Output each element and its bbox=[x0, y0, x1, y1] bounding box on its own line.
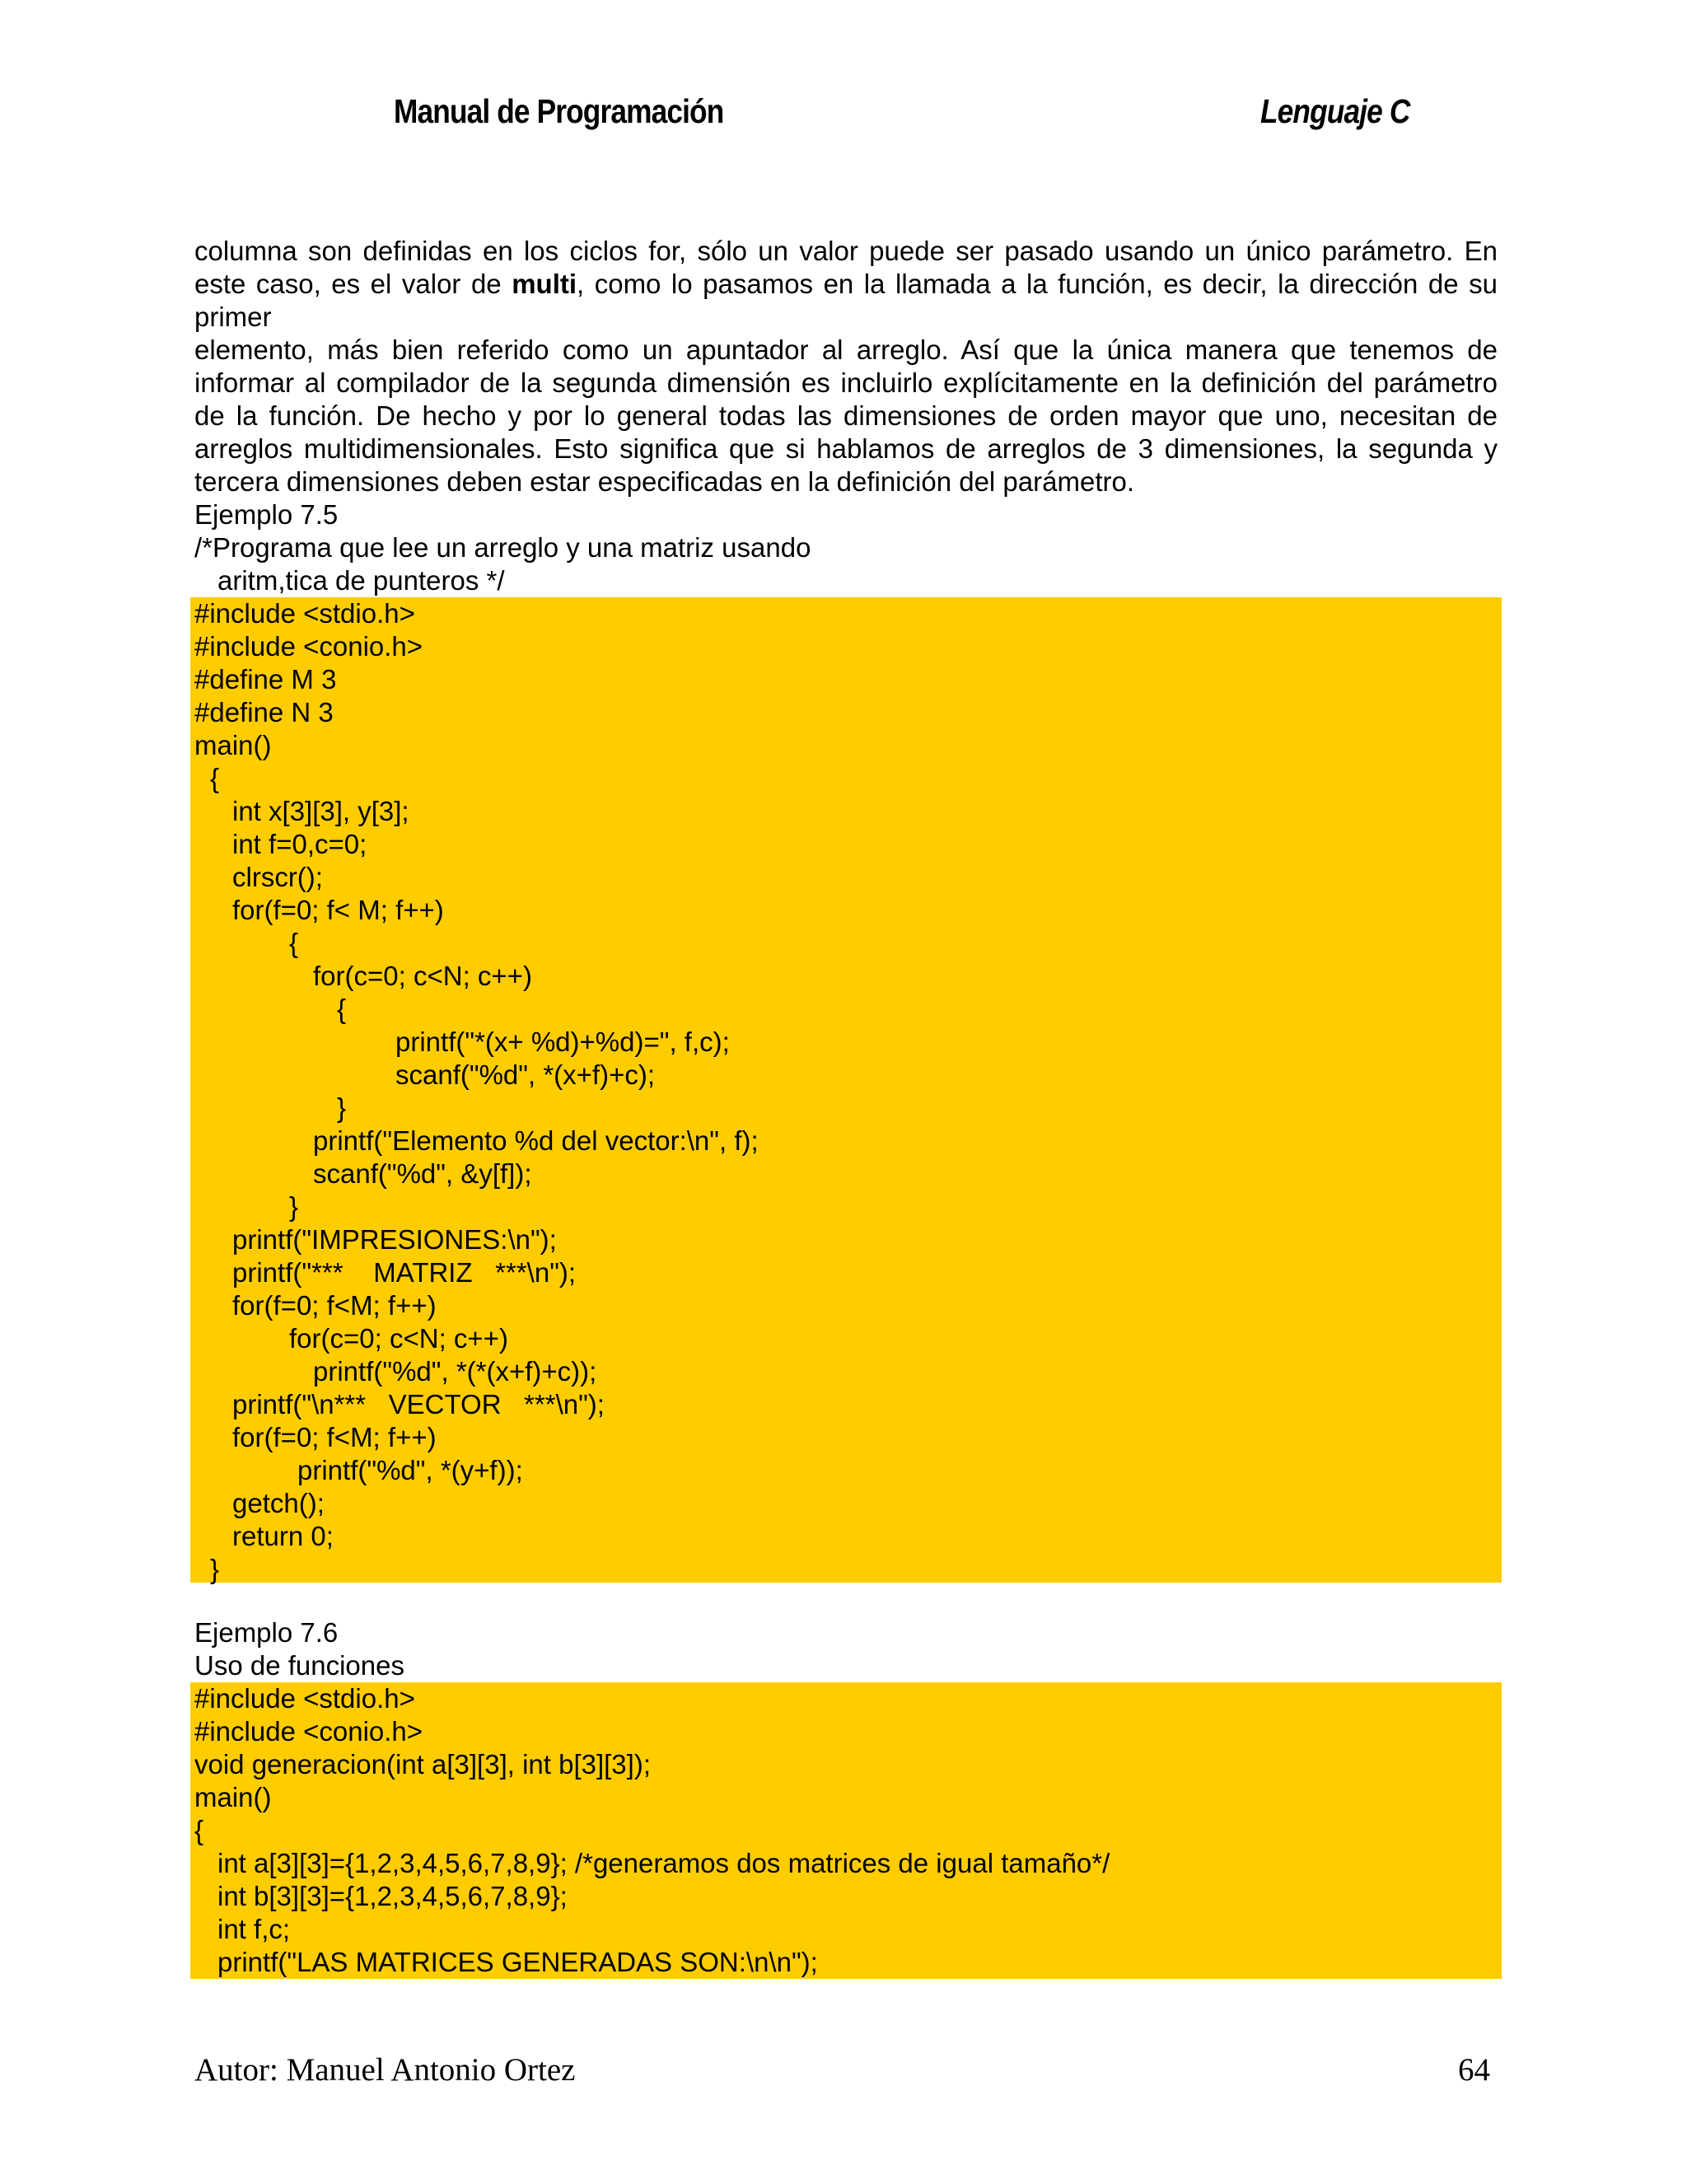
paragraph-line: primer bbox=[194, 302, 272, 332]
example-title: Ejemplo 7.5 bbox=[194, 499, 339, 530]
code-line: } bbox=[289, 1191, 299, 1222]
code-line: for(f=0; f<M; f++) bbox=[232, 1290, 437, 1321]
code-line: { bbox=[210, 763, 220, 793]
code-line: getch(); bbox=[232, 1488, 325, 1518]
example-7-5-heading bbox=[194, 498, 1498, 597]
header-title: Manual de Programación bbox=[394, 92, 724, 130]
header-subtitle: Lenguaje C bbox=[1260, 92, 1410, 130]
example-comment: /*Programa que lee un arreglo y una matriz usando bbox=[194, 532, 811, 563]
code-line: return 0; bbox=[232, 1521, 334, 1551]
paragraph-line: arreglos multidimensionales. Esto significa que si hablamos de arreglos de 3 dimensiones, la segunda y bbox=[194, 433, 1498, 464]
code-line: #define M 3 bbox=[194, 664, 337, 694]
code-line: clrscr(); bbox=[232, 862, 323, 892]
paragraph-line: de la función. De hecho y por lo general todas las dimensiones de orden mayor que uno, necesitan de bbox=[194, 400, 1498, 431]
paragraph-line: tercera dimensiones deben estar especificadas en la definición del parámetro. bbox=[194, 466, 1134, 497]
code-line: for(f=0; f<M; f++) bbox=[232, 1422, 437, 1452]
paragraph-bold-term: multi bbox=[512, 269, 577, 299]
code-line: main() bbox=[194, 730, 272, 760]
code-line: int x[3][3], y[3]; bbox=[232, 796, 409, 826]
code-line: #include <stdio.h> bbox=[194, 598, 415, 629]
paragraph-text: , como lo pasamos en la llamada a la función, es decir, la dirección de su bbox=[577, 269, 1498, 299]
code-line: } bbox=[337, 1092, 347, 1123]
code-line: { bbox=[337, 994, 347, 1024]
footer-author: Autor: Manuel Antonio Ortez bbox=[194, 2052, 576, 2088]
code-line: printf("%d", *(*(x+f)+c)); bbox=[313, 1356, 597, 1387]
code-block-example-7-5 bbox=[190, 597, 1502, 1583]
paragraph-line: columna son definidas en los ciclos for, sólo un valor puede ser pasado usando un único parámetro. En bbox=[194, 236, 1498, 266]
code-line: int a[3][3]={1,2,3,4,5,6,7,8,9}; /*generamos dos matrices de igual tamaño*/ bbox=[217, 1848, 1110, 1878]
code-line: for(f=0; f< M; f++) bbox=[232, 895, 444, 925]
code-line: printf("*** MATRIZ ***\n"); bbox=[232, 1257, 577, 1288]
code-line: } bbox=[210, 1554, 220, 1584]
code-line: { bbox=[194, 1815, 204, 1845]
code-line: int f,c; bbox=[217, 1914, 291, 1944]
paragraph-line bbox=[194, 268, 1498, 301]
code-line: #include <stdio.h> bbox=[194, 1683, 415, 1714]
code-line: main() bbox=[194, 1782, 272, 1812]
code-line: printf("Elemento %d del vector:\n", f); bbox=[313, 1125, 759, 1156]
code-line: scanf("%d", &y[f]); bbox=[313, 1158, 532, 1189]
paragraph-line: elemento, más bien referido como un apuntador al arreglo. Así que la única manera que tenemos de bbox=[194, 334, 1498, 365]
code-line: scanf("%d", *(x+f)+c); bbox=[395, 1059, 656, 1090]
code-line: for(c=0; c<N; c++) bbox=[313, 961, 532, 991]
code-line: #include <conio.h> bbox=[194, 1716, 423, 1747]
intro-paragraph bbox=[194, 235, 1498, 498]
code-line: #include <conio.h> bbox=[194, 631, 423, 662]
code-line: printf("\n*** VECTOR ***\n"); bbox=[232, 1389, 605, 1419]
page-number: 64 bbox=[1458, 2052, 1490, 2088]
example-subtitle: Uso de funciones bbox=[194, 1650, 404, 1681]
code-line: void generacion(int a[3][3], int b[3][3]); bbox=[194, 1749, 651, 1779]
paragraph-text: este caso, es el valor de bbox=[194, 269, 512, 299]
code-block-example-7-6 bbox=[190, 1682, 1502, 1979]
code-line: for(c=0; c<N; c++) bbox=[289, 1323, 508, 1354]
code-line: int b[3][3]={1,2,3,4,5,6,7,8,9}; bbox=[217, 1881, 568, 1911]
code-line: printf("LAS MATRICES GENERADAS SON:\n\n"); bbox=[217, 1947, 818, 1977]
code-line: #define N 3 bbox=[194, 697, 334, 727]
example-title: Ejemplo 7.6 bbox=[194, 1617, 339, 1648]
example-comment: aritm,tica de punteros */ bbox=[217, 565, 505, 596]
code-line: printf("IMPRESIONES:\n"); bbox=[232, 1224, 557, 1255]
paragraph-line: informar al compilador de la segunda dimensión es incluirlo explícitamente en la definición del parámetro bbox=[194, 367, 1498, 398]
code-line: printf("*(x+ %d)+%d)=", f,c); bbox=[395, 1027, 730, 1057]
code-line: int f=0,c=0; bbox=[232, 829, 367, 859]
code-line: { bbox=[289, 928, 299, 958]
example-7-6-heading bbox=[194, 1616, 1498, 1682]
code-line: printf("%d", *(y+f)); bbox=[297, 1455, 523, 1485]
